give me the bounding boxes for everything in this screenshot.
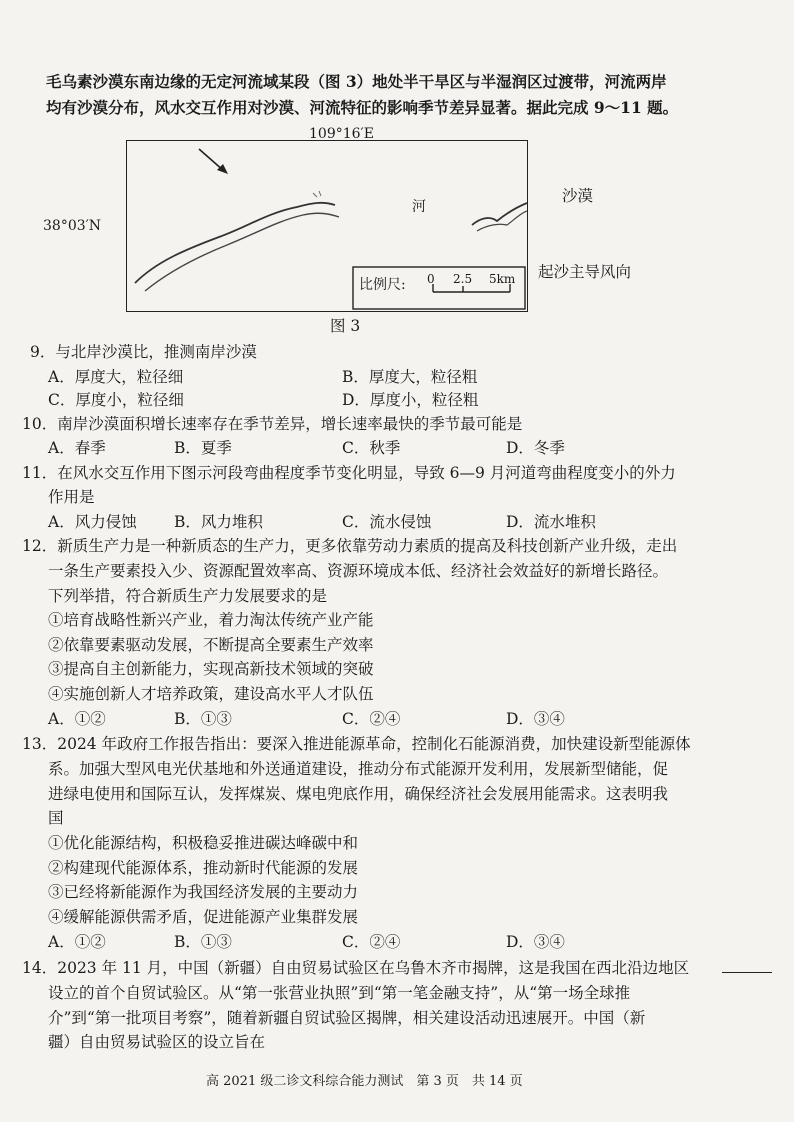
q13-option-d: D．③④ [506, 933, 565, 951]
page-footer: 高 2021 级二诊文科综合能力测试 第 3 页 共 14 页 [206, 1074, 523, 1089]
scale-label: 比例尺: [359, 277, 406, 293]
q12-item-1: ①培育战略性新兴产业，着力淘汰传统产业产能 [48, 611, 374, 629]
q11-stem-line-1: 11．在风水交互作用下图示河段弯曲程度季节变化明显，导致 6—9 月河道弯曲程度变小的外力 [22, 464, 676, 482]
q12-option-a: A．①② [48, 710, 106, 728]
q14-stem-line-2: 设立的首个自贸试验区。从“第一张营业执照”到“第一笔金融支持”，从“第一场全球推 [48, 984, 631, 1002]
q11-option-a: A．风力侵蚀 [48, 513, 137, 531]
q11-option-c: C．流水侵蚀 [342, 513, 432, 531]
wind-legend-label: 起沙主导风向 [538, 263, 632, 281]
q13-item-3: ③已经将新能源作为我国经济发展的主要动力 [48, 883, 359, 901]
q13-stem-line-4: 国 [48, 809, 64, 827]
q13-option-c: C．②④ [342, 933, 401, 951]
q13-option-b: B．①③ [174, 933, 232, 951]
q12-stem-line-2: 一条生产要素投入少、资源配置效率高、资源环境成本低、经济社会效益好的新增长路径。 [48, 562, 669, 580]
margin-rule [722, 972, 772, 973]
q12-stem-line-3: 下列举措，符合新质生产力发展要求的是 [48, 587, 328, 605]
q13-option-a: A．①② [48, 933, 106, 951]
q12-option-d: D．③④ [506, 710, 565, 728]
q9-option-c: C．厚度小，粒径细 [48, 391, 184, 409]
desert-legend-label: 沙漠 [562, 187, 594, 205]
q10-option-a: A．春季 [48, 439, 106, 457]
q12-option-c: C．②④ [342, 710, 401, 728]
intro-line-2: 均有沙漠分布，风水交互作用对沙漠、河流特征的影响季节差异显著。据此完成 9～11 题。 [46, 98, 679, 117]
q10-option-d: D．冬季 [506, 439, 565, 457]
river-south-bank [145, 213, 339, 291]
scale-mid: 2.5 [453, 272, 473, 286]
q11-option-d: D．流水堆积 [506, 513, 596, 531]
q13-item-2: ②构建现代能源体系，推动新时代能源的发展 [48, 859, 359, 877]
q12-item-2: ②依靠要素驱动发展，不断提高全要素生产效率 [48, 636, 374, 654]
q13-item-4: ④缓解能源供需矛盾，促进能源产业集群发展 [48, 908, 359, 926]
q10-stem: 10．南岸沙漠面积增长速率存在季节差异，增长速率最快的季节最可能是 [22, 415, 523, 433]
scale-end: 5km [489, 272, 516, 286]
q14-stem-line-4: 疆）自由贸易试验区的设立旨在 [48, 1033, 266, 1051]
q12-item-4: ④实施创新人才培养政策，建设高水平人才队伍 [48, 685, 374, 703]
latitude-label: 38°03′N [43, 218, 102, 234]
q12-item-3: ③提高自主创新能力，实现高新技术领域的突破 [48, 660, 374, 678]
river-east-bank [477, 211, 527, 231]
longitude-label: 109°16′E [309, 126, 374, 142]
river-map [126, 140, 528, 312]
river-east-segment [472, 203, 527, 225]
river-islet-marks [313, 191, 321, 197]
q13-stem-line-2: 系。加强大型风电光伏基地和外送通道建设，推动分布式能源开发利用，发展新型储能，促 [48, 760, 669, 778]
intro-line-1: 毛乌素沙漠东南边缘的无定河流域某段（图 3）地处半干旱区与半湿润区过渡带，河流两岸 [46, 72, 667, 91]
q11-option-b: B．风力堆积 [174, 513, 263, 531]
q14-stem-line-1: 14．2023 年 11 月，中国（新疆）自由贸易试验区在乌鲁木齐市揭牌，这是我国在西北沿边地区 [22, 959, 690, 977]
q13-stem-line-1: 13．2024 年政府工作报告指出：要深入推进能源革命，控制化石能源消费，加快建设新型能源体 [22, 735, 691, 753]
q12-stem-line-1: 12．新质生产力是一种新质态的生产力，更多依靠劳动力素质的提高及科技创新产业升级，走出 [22, 537, 678, 555]
q9-stem: 9．与北岸沙漠比，推测南岸沙漠 [30, 343, 257, 361]
q12-option-b: B．①③ [174, 710, 232, 728]
q14-stem-line-3: 介”到“第一批项目考察”，随着新疆自贸试验区揭牌，相关建设活动迅速展开。中国（新 [48, 1009, 646, 1027]
scale-0: 0 [427, 272, 435, 286]
q9-option-b: B．厚度大，粒径粗 [342, 368, 478, 386]
q10-option-b: B．夏季 [174, 439, 232, 457]
q9-option-d: D．厚度小，粒径粗 [342, 391, 479, 409]
q10-option-c: C．秋季 [342, 439, 401, 457]
q11-stem-line-2: 作用是 [48, 488, 95, 506]
q13-stem-line-3: 进绿电使用和国际互认，发挥煤炭、煤电兜底作用，确保经济社会发展用能需求。这表明我 [48, 785, 669, 803]
figure-caption: 图 3 [330, 317, 361, 335]
q9-option-a: A．厚度大，粒径细 [48, 368, 184, 386]
river-label: 河 [412, 199, 426, 215]
q13-item-1: ①优化能源结构，积极稳妥推进碳达峰碳中和 [48, 834, 359, 852]
